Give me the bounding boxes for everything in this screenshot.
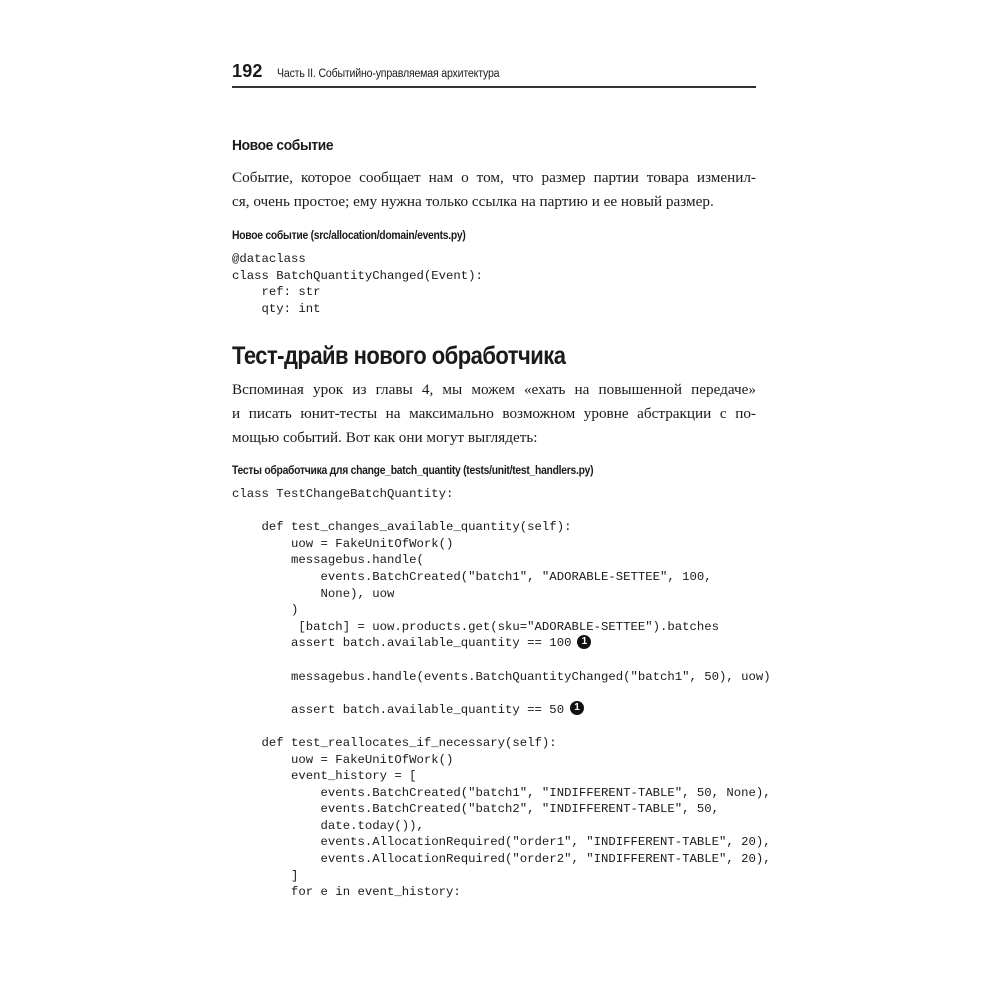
code-line: events.BatchCreated("batch2", "INDIFFERENT-TABLE", 50,: [232, 802, 720, 817]
code-caption-events: Новое событие (src/allocation/domain/events.py): [232, 230, 466, 242]
code-block-handlers: [232, 486, 771, 901]
code-line: messagebus.handle(events.BatchQuantityChanged("batch1", 50), uow): [232, 669, 771, 684]
page-number: 192: [232, 61, 263, 81]
code-line: events.BatchCreated("batch1", "ADORABLE-SETTEE", 100,: [232, 569, 712, 584]
code-line: events.AllocationRequired("order1", "INDIFFERENT-TABLE", 20),: [232, 835, 771, 850]
running-header: [232, 60, 756, 88]
code-line: [232, 685, 771, 702]
code-line: [232, 503, 771, 520]
code-line: events.AllocationRequired("order2", "INDIFFERENT-TABLE", 20),: [232, 852, 771, 867]
code-line: event_history = [: [232, 769, 417, 784]
section-heading-test-drive: Тест-драйв нового обработчика: [232, 342, 566, 370]
paragraph-line: и писать юнит-тесты на максимально возможном уровне абстракции с по-: [232, 405, 756, 422]
paragraph-line: Вспоминая урок из главы 4, мы можем «ехать на повышенной передаче»: [232, 381, 756, 398]
code-line: date.today()),: [232, 818, 424, 833]
code-line: ): [232, 603, 299, 618]
paragraph-line: мощью событий. Вот как они могут выглядеть:: [232, 429, 538, 446]
code-line: def test_changes_available_quantity(self):: [232, 520, 572, 535]
callout-marker-1: 1: [577, 635, 591, 649]
code-line: messagebus.handle(: [232, 553, 424, 568]
running-title: Часть II. Событийно-управляемая архитектура: [276, 68, 500, 80]
code-line: class TestChangeBatchQuantity:: [232, 487, 454, 501]
paragraph-new-event: [232, 166, 756, 214]
code-line: [batch] = uow.products.get(sku="ADORABLE-SETTEE").batches: [232, 619, 720, 634]
book-page: [232, 60, 771, 900]
paragraph-test-drive: [232, 378, 756, 450]
code-line: uow = FakeUnitOfWork(): [232, 752, 454, 767]
code-line: [232, 652, 771, 669]
code-line: None), uow: [232, 586, 395, 601]
paragraph-line: Событие, которое сообщает нам о том, что размер партии товара изменил-: [232, 169, 756, 186]
code-line: [232, 718, 771, 735]
code-line-with-callout: [232, 702, 771, 719]
code-line: for e in event_history:: [232, 885, 461, 900]
code-line: events.BatchCreated("batch1", "INDIFFERENT-TABLE", 50, None),: [232, 785, 771, 800]
subheading-new-event: Новое событие: [232, 137, 334, 154]
callout-marker-1: 1: [570, 701, 584, 715]
code-line: def test_reallocates_if_necessary(self):: [232, 735, 557, 750]
code-line: ref: str: [232, 285, 321, 300]
code-line-with-callout: [232, 635, 771, 652]
code-line: uow = FakeUnitOfWork(): [232, 536, 454, 551]
code-line: @dataclass: [232, 252, 306, 266]
paragraph-line: ся, очень простое; ему нужна только ссылка на партию и ее новый размер.: [232, 193, 714, 210]
code-caption-handlers: Тесты обработчика для change_batch_quantity (tests/unit/test_handlers.py): [232, 465, 594, 477]
code-line: assert batch.available_quantity == 50: [232, 702, 565, 717]
code-line: assert batch.available_quantity == 100: [232, 636, 572, 651]
code-line: qty: int: [232, 301, 321, 316]
code-line: class BatchQuantityChanged(Event):: [232, 268, 483, 283]
code-line: ]: [232, 868, 299, 883]
code-block-events: [232, 251, 483, 317]
